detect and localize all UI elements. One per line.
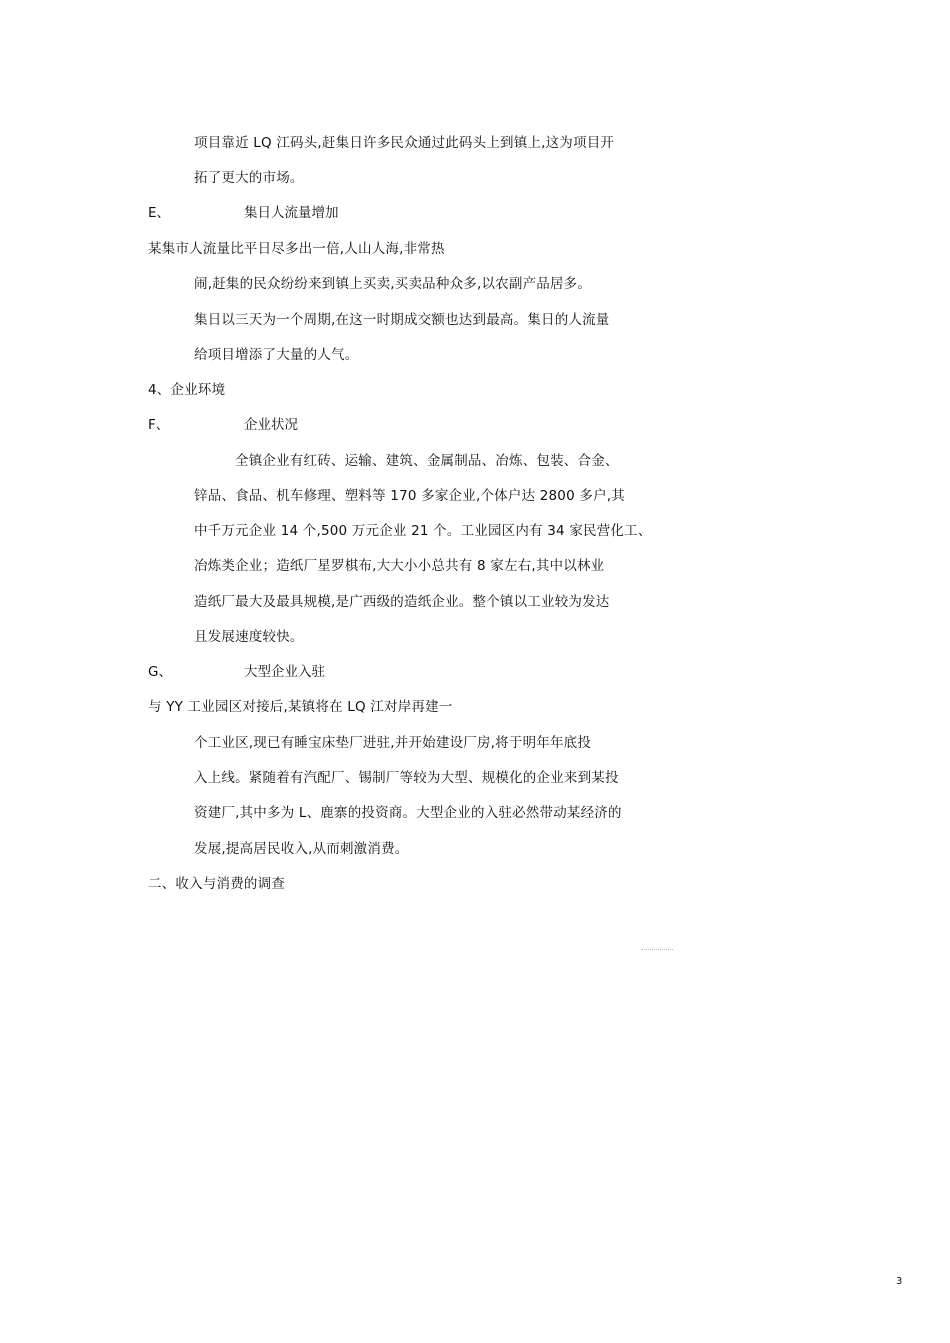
- paragraph-line: 冶炼类企业；造纸厂星罗棋布,大大小小总共有 8 家左右,其中以林业: [194, 558, 605, 574]
- section-title: 4、企业环境: [148, 382, 226, 398]
- paragraph-line: 项目靠近 LQ 江码头,赶集日许多民众通过此码头上到镇上,这为项目开: [194, 135, 615, 151]
- paragraph-line: 与 YY 工业园区对接后,某镇将在 LQ 江对岸再建一: [148, 699, 453, 715]
- paragraph-line: 且发展速度较快。: [194, 629, 304, 645]
- heading-title: 大型企业入驻: [244, 664, 325, 680]
- paragraph-line: 闹,赶集的民众纷纷来到镇上买卖,买卖品种众多,以农副产品居多。: [194, 276, 592, 292]
- paragraph-line: 发展,提高居民收入,从而刺激消费。: [194, 841, 409, 857]
- heading-title: 企业状况: [244, 417, 298, 433]
- heading-marker: F、: [148, 417, 170, 433]
- heading-title: 集日人流量增加: [244, 205, 339, 221]
- heading-marker: E、: [148, 205, 171, 221]
- section-title: 二、收入与消费的调查: [148, 876, 285, 892]
- paragraph-line: 拓了更大的市场。: [194, 170, 304, 186]
- paragraph-line: 某集市人流量比平日尽多出一倍,人山人海,非常热: [148, 241, 445, 257]
- heading-marker: G、: [148, 664, 172, 680]
- paragraph-line: 锌品、食品、机车修理、塑料等 170 多家企业,个体户达 2800 多户,其: [194, 488, 625, 504]
- paragraph-line: 给项目增添了大量的人气。: [194, 347, 359, 363]
- paragraph-line: 入上线。紧随着有汽配厂、锡制厂等较为大型、规模化的企业来到某投: [194, 770, 619, 786]
- paragraph-line: 全镇企业有红砖、运输、建筑、金属制品、冶炼、包装、合金、: [235, 453, 619, 469]
- paragraph-line: 资建厂,其中多为 L、鹿寨的投资商。大型企业的入驻必然带动某经济的: [194, 805, 622, 821]
- paragraph-line: 中千万元企业 14 个,500 万元企业 21 个。工业园区内有 34 家民营化工、: [194, 523, 652, 539]
- page-number: 3: [896, 1276, 903, 1287]
- paragraph-line: 个工业区,现已有睡宝床垫厂进驻,并开始建设厂房,将于明年年底投: [194, 735, 592, 751]
- paragraph-line: 集日以三天为一个周期,在这一时期成交额也达到最高。集日的人流量: [194, 312, 610, 328]
- paragraph-line: 造纸厂最大及最具规模,是广西级的造纸企业。整个镇以工业较为发达: [194, 594, 610, 610]
- dotted-mark: [641, 943, 673, 950]
